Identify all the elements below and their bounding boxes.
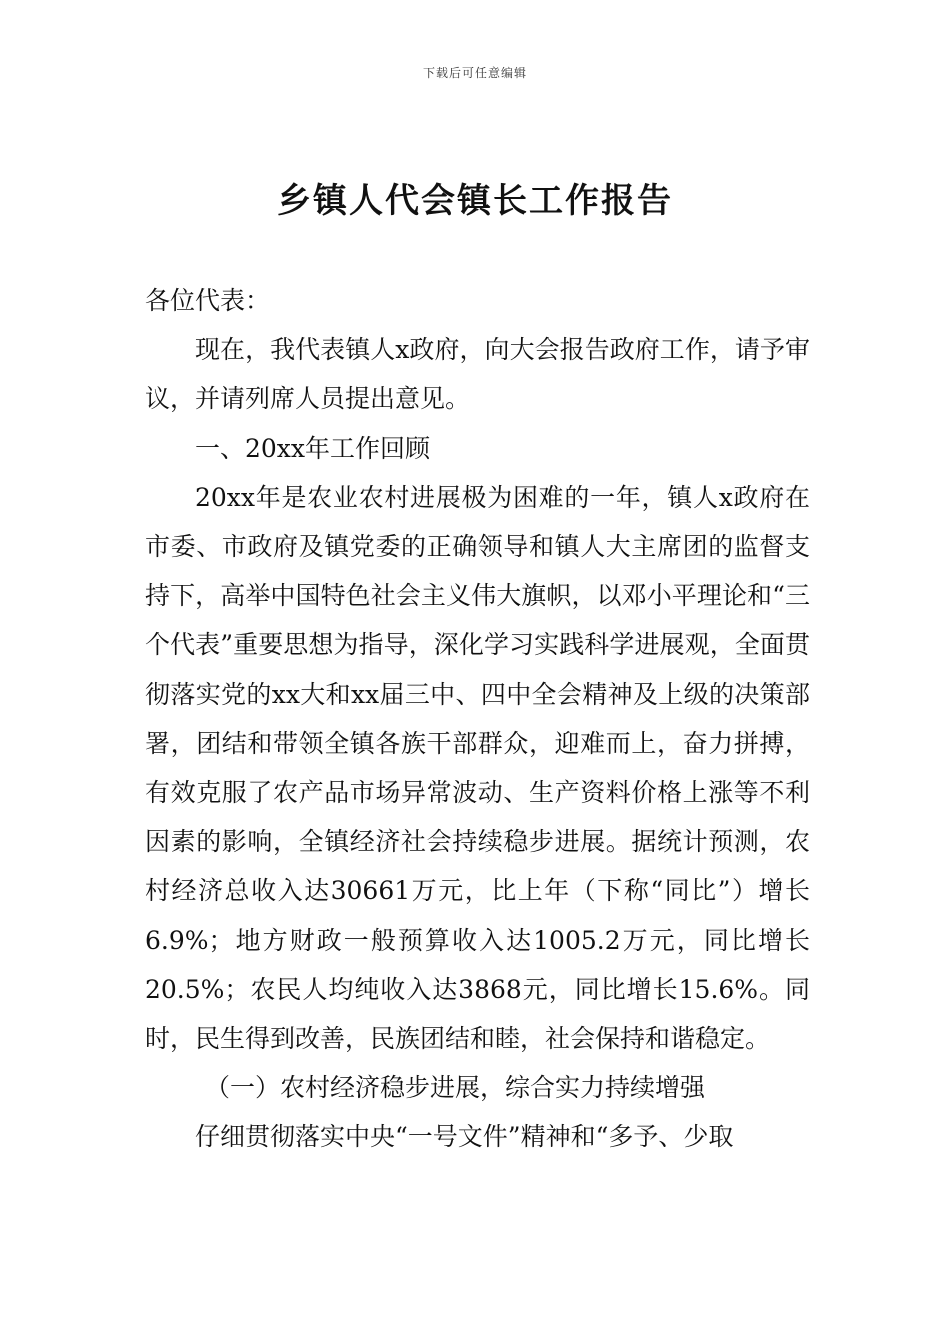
header-note: 下载后可任意编辑 [422, 66, 527, 80]
section-heading: 一、20xx年工作回顾 [195, 433, 431, 463]
opening-paragraph: 现在，我代表镇人x政府，向大会报告政府工作，请予审议，并请列席人员提出意见。 [145, 335, 810, 414]
page-title: 乡镇人代会镇长工作报告 [277, 181, 673, 221]
body-paragraph: 仔细贯彻落实中央“一号文件”精神和“多予、少取 [195, 1122, 734, 1152]
review-paragraph: 20xx年是农业农村进展极为困难的一年，镇人x政府在市委、市政府及镇党委的正确领导和镇人大主席团的监督支持下，高举中国特色社会主义伟大旗帜，以邓小平理论和“三个代表”重要思想为指导，深化学习实践科学进展观，全面贯彻落实党的xx大和xx届三中、四中全会精神及上级的决策部署，团结和带领全镇各族干部群众，迎难而上，奋力拼搏，有效克服了农产品市场异常波动、生产资料价格上涨等不利因素的影响，全镇经济社会持续稳步进展。据统计预测，农村经济总收入达30661万元，比上年（下称“同比”）增长6.9%；地方财政一般预算收入达1005.2万元，同比增长20.5%；农民人均纯收入达3868元，同比增长15.6%。同时，民生得到改善，民族团结和睦，社会保持和谐稳定。 [145, 482, 810, 1054]
document-body [145, 276, 810, 1162]
salutation: 各位代表： [145, 286, 271, 315]
subsection-heading: （一）农村经济稳步进展，综合实力持续增强 [205, 1073, 706, 1103]
